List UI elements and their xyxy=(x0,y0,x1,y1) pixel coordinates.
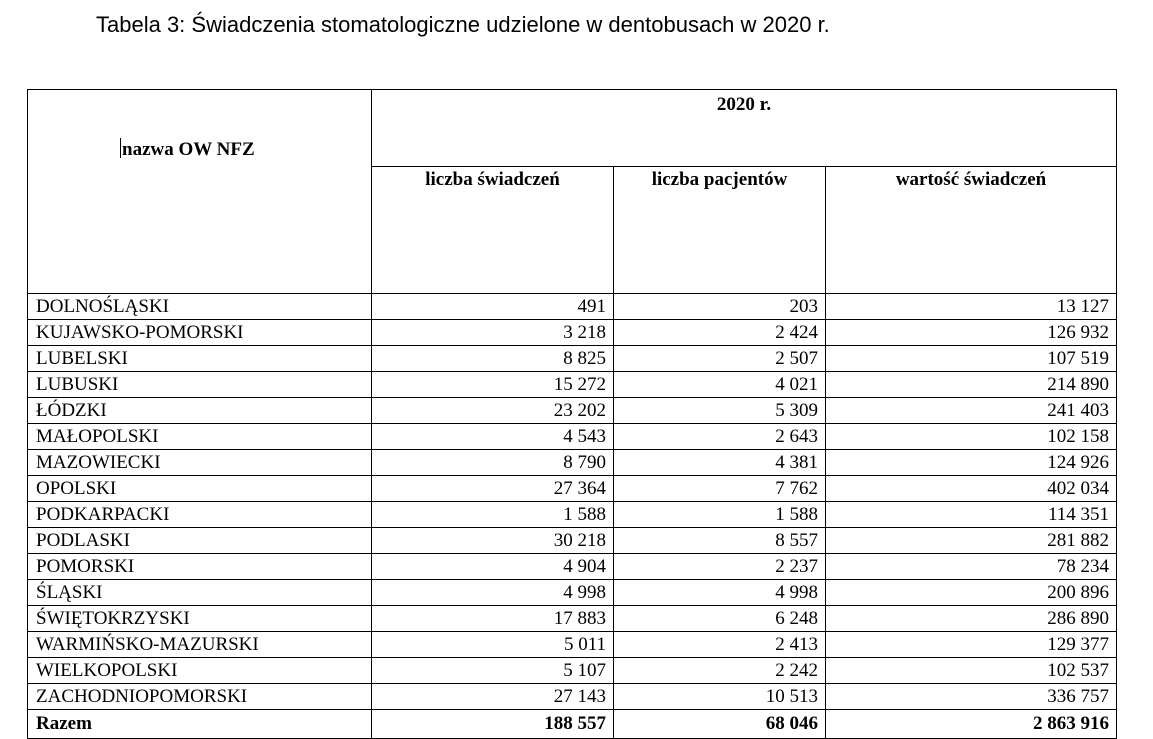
table-row xyxy=(28,294,1117,320)
services-count: 17 883 xyxy=(372,606,614,632)
table-row xyxy=(28,658,1117,684)
table-row xyxy=(28,528,1117,554)
dentobus-services-table xyxy=(27,89,1117,739)
services-count: 27 143 xyxy=(372,684,614,710)
total-services: 188 557 xyxy=(372,710,614,739)
patients-count: 1 588 xyxy=(614,502,826,528)
patients-count: 4 381 xyxy=(614,450,826,476)
region-name: PODLASKI xyxy=(28,528,372,554)
services-value: 114 351 xyxy=(826,502,1117,528)
region-name: LUBELSKI xyxy=(28,346,372,372)
patients-count: 4 021 xyxy=(614,372,826,398)
region-name: PODKARPACKI xyxy=(28,502,372,528)
region-name: DOLNOŚLĄSKI xyxy=(28,294,372,320)
services-value: 402 034 xyxy=(826,476,1117,502)
region-name: WARMIŃSKO-MAZURSKI xyxy=(28,632,372,658)
table-row xyxy=(28,502,1117,528)
table-caption: Tabela 3: Świadczenia stomatologiczne udzielone w dentobusach w 2020 r. xyxy=(96,12,830,37)
services-value: 102 537 xyxy=(826,658,1117,684)
services-count: 8 825 xyxy=(372,346,614,372)
patients-count: 6 248 xyxy=(614,606,826,632)
services-count: 4 998 xyxy=(372,580,614,606)
patients-count: 2 413 xyxy=(614,632,826,658)
header-services-count: liczba świadczeń xyxy=(372,166,614,293)
services-count: 4 904 xyxy=(372,554,614,580)
services-value: 286 890 xyxy=(826,606,1117,632)
table-row xyxy=(28,398,1117,424)
table-row xyxy=(28,632,1117,658)
region-name: WIELKOPOLSKI xyxy=(28,658,372,684)
region-name: ZACHODNIOPOMORSKI xyxy=(28,684,372,710)
table-row xyxy=(28,554,1117,580)
services-count: 491 xyxy=(372,294,614,320)
region-name: MAŁOPOLSKI xyxy=(28,424,372,450)
services-value: 124 926 xyxy=(826,450,1117,476)
services-count: 3 218 xyxy=(372,320,614,346)
text-cursor xyxy=(120,138,121,158)
services-value: 78 234 xyxy=(826,554,1117,580)
patients-count: 2 424 xyxy=(614,320,826,346)
table-row xyxy=(28,424,1117,450)
services-count: 8 790 xyxy=(372,450,614,476)
region-name: KUJAWSKO-POMORSKI xyxy=(28,320,372,346)
table-row xyxy=(28,320,1117,346)
services-value: 336 757 xyxy=(826,684,1117,710)
services-count: 4 543 xyxy=(372,424,614,450)
total-row xyxy=(28,710,1117,739)
table-row xyxy=(28,346,1117,372)
header-patients-count: liczba pacjentów xyxy=(614,166,826,293)
table-row xyxy=(28,476,1117,502)
services-count: 23 202 xyxy=(372,398,614,424)
services-count: 30 218 xyxy=(372,528,614,554)
header-services-value: wartość świadczeń xyxy=(826,166,1117,293)
region-name: MAZOWIECKI xyxy=(28,450,372,476)
region-name: POMORSKI xyxy=(28,554,372,580)
table-row xyxy=(28,684,1117,710)
header-ow-nfz-label: nazwa OW NFZ xyxy=(122,139,255,160)
services-value: 107 519 xyxy=(826,346,1117,372)
services-count: 5 107 xyxy=(372,658,614,684)
table-row xyxy=(28,580,1117,606)
region-name: ŚLĄSKI xyxy=(28,580,372,606)
region-name: ŁÓDZKI xyxy=(28,398,372,424)
services-value: 126 932 xyxy=(826,320,1117,346)
services-count: 27 364 xyxy=(372,476,614,502)
header-year: 2020 r. xyxy=(372,90,1117,167)
services-value: 102 158 xyxy=(826,424,1117,450)
services-value: 13 127 xyxy=(826,294,1117,320)
patients-count: 2 643 xyxy=(614,424,826,450)
total-value: 2 863 916 xyxy=(826,710,1117,739)
total-label: Razem xyxy=(28,710,372,739)
patients-count: 7 762 xyxy=(614,476,826,502)
region-name: OPOLSKI xyxy=(28,476,372,502)
table-row xyxy=(28,450,1117,476)
patients-count: 8 557 xyxy=(614,528,826,554)
services-count: 15 272 xyxy=(372,372,614,398)
patients-count: 10 513 xyxy=(614,684,826,710)
region-name: ŚWIĘTOKRZYSKI xyxy=(28,606,372,632)
total-patients: 68 046 xyxy=(614,710,826,739)
services-value: 129 377 xyxy=(826,632,1117,658)
patients-count: 4 998 xyxy=(614,580,826,606)
region-name: LUBUSKI xyxy=(28,372,372,398)
table-row xyxy=(28,372,1117,398)
services-value: 200 896 xyxy=(826,580,1117,606)
patients-count: 2 242 xyxy=(614,658,826,684)
patients-count: 203 xyxy=(614,294,826,320)
services-value: 281 882 xyxy=(826,528,1117,554)
services-count: 5 011 xyxy=(372,632,614,658)
services-value: 214 890 xyxy=(826,372,1117,398)
services-value: 241 403 xyxy=(826,398,1117,424)
patients-count: 2 237 xyxy=(614,554,826,580)
patients-count: 5 309 xyxy=(614,398,826,424)
table-row xyxy=(28,606,1117,632)
services-count: 1 588 xyxy=(372,502,614,528)
header-ow-nfz xyxy=(28,90,372,294)
patients-count: 2 507 xyxy=(614,346,826,372)
